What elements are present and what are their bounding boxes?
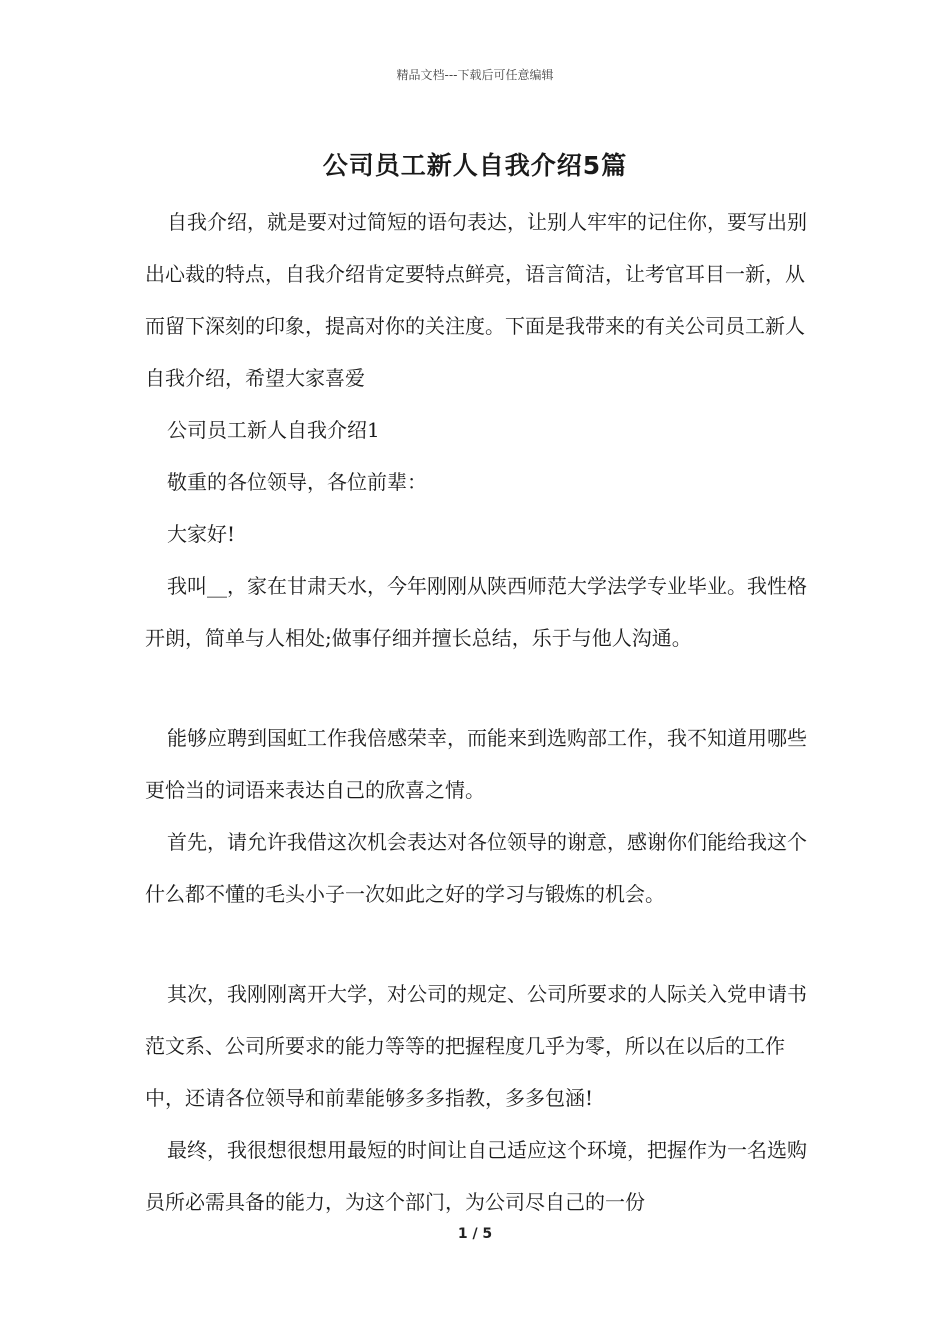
document-title: 公司员工新人自我介绍5篇 [322,151,628,180]
salutation: 敬重的各位领导，各位前辈： [167,470,427,494]
body-paragraph: 能够应聘到国虹工作我倍感荣幸，而能来到选购部工作，我不知道用哪些更恰当的词语来表达自己的欣喜之情。 [145,726,807,802]
body-paragraph: 最终，我很想很想用最短的时间让自己适应这个环境，把握作为一名选购员所必需具备的能力，为这个部门，为公司尽自己的一份 [145,1138,807,1214]
paragraph-spacer [145,920,810,968]
paragraph-spacer [145,664,810,712]
document-header: 精品文档---下载后可任意编辑 [396,68,554,82]
body-paragraph: 我叫__，家在甘肃天水，今年刚刚从陕西师范大学法学专业毕业。我性格开朗，简单与人相处;做事仔细并擅长总结，乐于与他人沟通。 [145,574,807,650]
section-heading: 公司员工新人自我介绍1 [167,418,380,442]
document-body [145,196,810,1228]
greeting: 大家好! [167,522,236,546]
intro-paragraph: 自我介绍，就是要对过简短的语句表达，让别人牢牢的记住你，要写出别出心裁的特点，自我介绍肯定要特点鲜亮，语言简洁，让考官耳目一新，从而留下深刻的印象，提高对你的关注度。下面是我带来的有关公司员工新人自我介绍，希望大家喜爱 [145,210,807,390]
body-paragraph: 其次，我刚刚离开大学，对公司的规定、公司所要求的人际关入党申请书范文系、公司所要求的能力等等的把握程度几乎为零，所以在以后的工作中，还请各位领导和前辈能够多多指教，多多包涵! [145,982,807,1110]
page-indicator: 1 / 5 [457,1226,493,1242]
body-paragraph: 首先，请允许我借这次机会表达对各位领导的谢意，感谢你们能给我这个什么都不懂的毛头小子一次如此之好的学习与锻炼的机会。 [145,830,807,906]
